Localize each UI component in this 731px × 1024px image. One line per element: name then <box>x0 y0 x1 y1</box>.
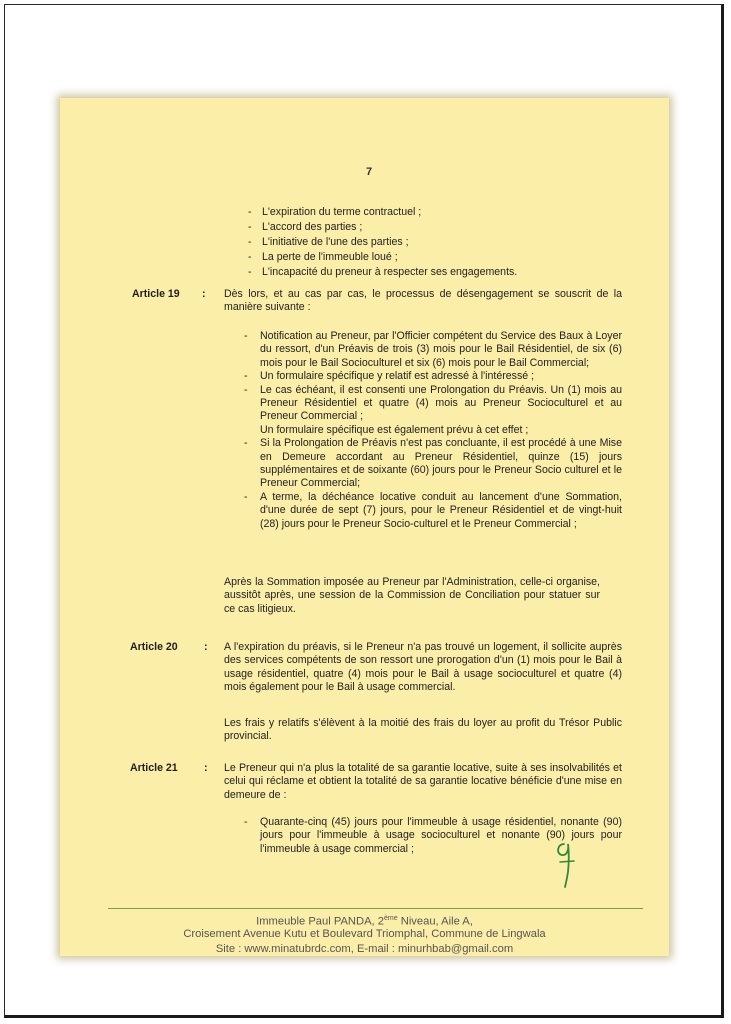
page-number: 7 <box>366 166 373 178</box>
footer-address-line-2: Croisement Avenue Kutu et Boulevard Triomphal, Commune de Lingwala <box>183 928 546 940</box>
scanned-page <box>60 98 669 956</box>
article-19-colon: : <box>202 288 206 300</box>
list-item: - L'accord des parties ; <box>248 220 568 235</box>
list-item: Un formulaire spécifique est également prévu à cet effet ; <box>260 423 529 436</box>
article-21-paragraph: Le Preneur qui n'a plus la totalité de sa garantie locative, suite à ses insolvabilités et celui qui réclame et obtient la totalité de sa garantie locative bénéficie d'une mise en demeure de : <box>224 762 622 801</box>
list-item: - Un formulaire spécifique y relatif est adressé à l'intéressé ; <box>248 370 622 383</box>
termination-causes-list <box>248 205 568 280</box>
article-20-colon: : <box>204 641 208 653</box>
article-21-label: Article 21 <box>130 762 178 774</box>
list-item: - L'incapacité du preneur à respecter ses engagements. <box>248 265 568 280</box>
article-20-label: Article 20 <box>130 641 178 653</box>
list-item: - La perte de l'immeuble loué ; <box>248 250 568 265</box>
footer-address-line-1: Immeuble Paul PANDA, 2ème Niveau, Aile A, <box>256 915 473 928</box>
article-20-paragraph-1: A l'expiration du préavis, si le Preneur n'a pas trouvé un logement, il sollicite auprès des services compétents de son ressort une prorogation d'un (1) mois pour le Bail à usage résidentiel, quatre (4) mois pour le Bail à usage socioculturel et quatre (4) mois également pour le Bail à usage commercial. <box>224 641 622 694</box>
footer-contact-line: Site : www.minatubrdc.com, E-mail : minurhbab@gmail.com <box>215 943 514 955</box>
list-item: - Quarante-cinq (45) jours pour l'immeuble à usage résidentiel, nonante (90) jours pour l'immeuble à usage socioculturel et nonante (90) jours pour l'immeuble à usage commercial ; <box>248 816 622 856</box>
footer-rule <box>108 908 643 909</box>
article-19-label: Article 19 <box>132 288 180 300</box>
list-item: - Si la Prolongation de Préavis n'est pas concluante, il est procédé à une Mise en Demeure accordant au Preneur Résidentiel, quinze (15) jours supplémentaires et de soixante (60) jours pour le Preneur Socio culturel et le Preneur Commercial; <box>248 437 622 491</box>
list-item: - A terme, la déchéance locative conduit au lancement d'une Sommation, d'une durée de sept (7) jours, pour le Preneur Résidentiel et de vingt-huit (28) jours pour le Preneur Socio-culturel et le Preneur Commercial ; <box>248 491 622 531</box>
list-item: - Notification au Preneur, par l'Officier compétent du Service des Baux à Loyer du ressort, d'un Préavis de trois (3) mois pour le Bail Résidentiel, de six (6) mois pour le Bail Socioculturel et six (6) mois pour le Bail Commercial; <box>248 330 622 370</box>
list-item: - L'initiative de l'une des parties ; <box>248 235 568 250</box>
article-19-intro: Dès lors, et au cas par cas, le processus de désengagement se souscrit de la manière suivante : <box>224 288 622 314</box>
article-20-paragraph-2: Les frais y relatifs s'élèvent à la moitié des frais du loyer au profit du Trésor Public provincial. <box>224 717 622 743</box>
article-19-closing: Après la Sommation imposée au Preneur par l'Administration, celle-ci organise, aussitôt après, une session de la Commission de Conciliation pour statuer sur ce cas litigieux. <box>224 576 600 615</box>
article-21-colon: : <box>204 762 208 774</box>
list-item: - L'expiration du terme contractuel ; <box>248 205 568 220</box>
list-item: - Le cas échéant, il est consenti une Prolongation du Préavis. Un (1) mois au Preneur Résidentiel et quatre (4) mois au Preneur Socioculturel et au Preneur Commercial ; <box>248 384 622 424</box>
handwritten-page-mark <box>554 840 578 888</box>
article-19-procedure-list <box>248 330 622 531</box>
